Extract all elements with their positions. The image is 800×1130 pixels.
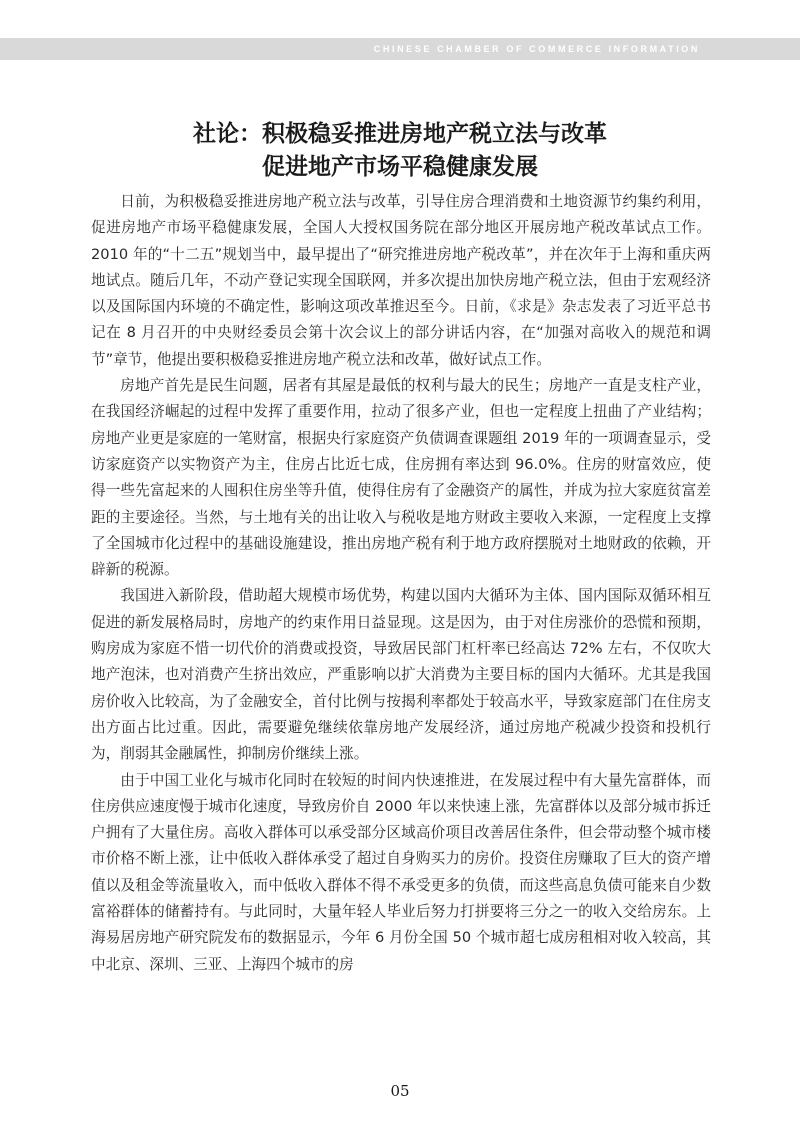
paragraph: 由于中国工业化与城市化同时在较短的时间内快速推进，在发展过程中有大量先富群体，而住房供应速度慢于城市化速度，导致房价自 2000 年以来快速上涨，先富群体以及部分城市拆迁户拥有了大量住房。高收入群体可以承受部分区域高价项目改善居住条件，但会带动整个城市楼市价格不断上涨，让中低收入群体承受了超过自身购买力的房价。投资住房赚取了巨大的资产增值以及租金等流量收入，而中低收入群体不得不承受更多的负债，而这些高息负债可能来自少数富裕群体的储蓄持有。与此同时，大量年轻人毕业后努力打拼要将三分之一的收入交给房东。上海易居房地产研究院发布的数据显示，今年 6 月份全国 50 个城市超七成房租相对收入较高，其中北京、深圳、三亚、上海四个城市的房 xyxy=(91,771,711,973)
article-title xyxy=(0,118,800,184)
article-body xyxy=(91,189,711,978)
paragraph: 我国进入新阶段，借助超大规模市场优势，构建以国内大循环为主体、国内国际双循环相互促进的新发展格局时，房地产的约束作用日益显现。这是因为，由于对住房涨价的恐慌和预期，购房成为家庭不惜一切代价的消费或投资，导致居民部门杠杆率已经高达 72% 左右，不仅吹大地产泡沫，也对消费产生挤出效应，严重影响以扩大消费为主要目标的国内大循环。尤其是我国房价收入比较高，为了金融安全，首付比例与按揭利率都处于较高水平，导致家庭部门在住房支出方面占比过重。因此，需要避免继续依靠房地产发展经济，通过房地产税减少投资和投机行为，削弱其金融属性，抑制房价继续上涨。 xyxy=(91,587,711,763)
article-title-line-1: 社论：积极稳妥推进房地产税立法与改革 xyxy=(193,121,607,147)
paragraph: 房地产首先是民生问题，居者有其屋是最低的权利与最大的民生；房地产一直是支柱产业，在我国经济崛起的过程中发挥了重要作用，拉动了很多产业，但也一定程度上扭曲了产业结构；房地产业更是家庭的一笔财富，根据央行家庭资产负债调查课题组 2019 年的一项调查显示，受访家庭资产以实物资产为主，住房占比近七成，住房拥有率达到 96.0%。住房的财富效应，使得一些先富起来的人囤积住房坐等升值，使得住房有了金融资产的属性，并成为拉大家庭贫富差距的主要途径。当然，与土地有关的出让收入与税收是地方财政主要收入来源，一定程度上支撑了全国城市化过程中的基础设施建设，推出房地产税有利于地方政府摆脱对土地财政的依赖，开辟新的税源。 xyxy=(91,377,711,579)
article-title-line-2: 促进地产市场平稳健康发展 xyxy=(262,154,538,180)
running-header: CHINESE CHAMBER OF COMMERCE INFORMATION xyxy=(373,44,700,54)
paragraph: 日前，为积极稳妥推进房地产税立法与改革，引导住房合理消费和土地资源节约集约利用，促进房地产市场平稳健康发展，全国人大授权国务院在部分地区开展房地产税改革试点工作。2010 年的“十二五”规划当中，最早提出了“研究推进房地产税改革”，并在次年于上海和重庆两地试点。随后几年，不动产登记实现全国联网，并多次提出加快房地产税立法，但由于宏观经济以及国际国内环境的不确定性，影响这项改革推迟至今。日前，《求是》杂志发表了习近平总书记在 8 月召开的中央财经委员会第十次会议上的部分讲话内容，在“加强对高收入的规范和调节”章节，他提出要积极稳妥推进房地产税立法和改革，做好试点工作。 xyxy=(91,193,711,368)
page-number: 05 xyxy=(390,1082,410,1100)
